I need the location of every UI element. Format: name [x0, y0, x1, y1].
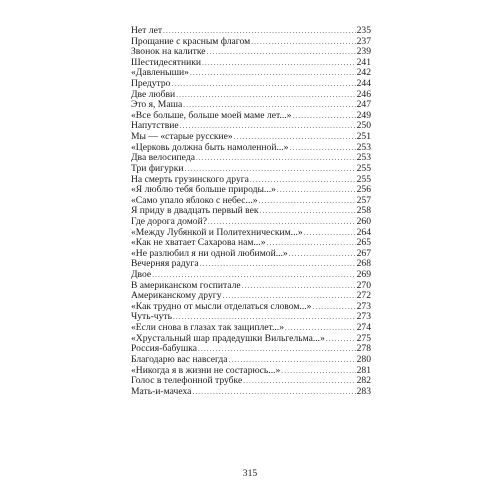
toc-entry-title: Предутро	[131, 78, 171, 90]
toc-entry-page: 269	[356, 269, 371, 281]
toc-entry-title: Благодарю вас навсегда	[131, 353, 228, 365]
toc-entry-page: 253	[356, 141, 371, 153]
toc-entry-page: 282	[356, 375, 371, 387]
dot-leader	[281, 366, 355, 377]
toc-entry-page: 283	[356, 385, 371, 397]
toc-entry-page: 257	[356, 194, 371, 206]
dot-leader	[229, 355, 356, 366]
dot-leader	[277, 185, 356, 196]
toc-entry-title: «Никогда я в жизни не состарюсь...»	[131, 364, 281, 376]
dot-leader	[200, 259, 356, 270]
toc-entry-title: Я приду в двадцать первый век	[131, 205, 259, 217]
toc-entry-page: 267	[356, 247, 371, 259]
toc-entry-page: 253	[356, 152, 371, 164]
toc-entry-title: «Церковь должна быть намоленной...»	[131, 141, 289, 153]
toc-entry-title: «Я люблю тебя больше природы...»	[131, 184, 276, 196]
toc-entry-title: Две любви	[131, 88, 176, 100]
dot-leader	[260, 206, 356, 217]
toc-entry-title: Чуть-чуть	[131, 311, 172, 323]
toc-entry-page: 280	[356, 353, 371, 365]
toc-entry	[131, 164, 371, 175]
dot-leader	[304, 228, 356, 239]
toc-entry-title: «Хрустальный шар прадедушки Вильгельма...»	[131, 332, 325, 344]
toc-entry-title: В американском госпитале	[131, 279, 241, 291]
dot-leader	[171, 79, 355, 90]
toc-entry-title: «Все больше, больше моей маме лет...»	[131, 109, 292, 121]
toc-entry-page: 244	[356, 78, 371, 90]
dot-leader	[289, 249, 356, 260]
toc-entry-page: 260	[356, 215, 371, 227]
toc-entry-title: Где дорога домой?	[131, 215, 207, 227]
toc-entry	[131, 259, 371, 270]
toc-entry-page: 235	[356, 25, 371, 36]
dot-leader	[202, 58, 356, 69]
toc-entry-title: «Если снова в глазах так защиплет...»	[131, 322, 284, 334]
dot-leader	[242, 281, 356, 292]
toc-entry-title: Это я, Маша	[131, 99, 183, 111]
dot-leader	[326, 334, 356, 345]
toc-entry-page: 268	[356, 258, 371, 270]
toc-entry-page: 273	[356, 311, 371, 323]
toc-entry-title: «Не разлюбил я ни одной любимой...»	[131, 247, 288, 259]
toc-entry-title: Мать-и-мачеха	[131, 385, 192, 397]
dot-leader	[208, 217, 356, 228]
toc-entry-title: «Само упало яблоко с небес...»	[131, 194, 258, 206]
toc-entry-page: 265	[356, 237, 371, 249]
dot-leader	[289, 143, 355, 154]
toc-entry-page: 273	[356, 300, 371, 312]
toc-entry-title: Нет лет	[131, 25, 163, 36]
toc-entry-page: 255	[356, 162, 371, 174]
dot-leader	[312, 302, 355, 313]
toc-entry-title: Вечерняя радуга	[131, 258, 199, 270]
toc-entry-page: 247	[356, 99, 371, 111]
toc-entry-title: Двое	[131, 269, 152, 281]
table-of-contents	[131, 26, 371, 397]
toc-entry	[131, 387, 371, 398]
toc-entry-page: 239	[356, 46, 371, 58]
toc-entry-page: 249	[356, 109, 371, 121]
toc-entry-page: 250	[356, 120, 371, 132]
toc-entry-title: Звонок на калитке	[131, 46, 206, 58]
dot-leader	[176, 90, 355, 101]
toc-entry-page: 278	[356, 343, 371, 355]
toc-entry-page: 251	[356, 131, 371, 143]
toc-entry-page: 272	[356, 290, 371, 302]
toc-entry-title: Прощание с красным флагом	[131, 35, 251, 47]
toc-entry-page: 281	[356, 364, 371, 376]
toc-entry-page: 270	[356, 279, 371, 291]
toc-entry-title: Голос в телефонной трубке	[131, 375, 243, 387]
dot-leader	[207, 47, 356, 58]
dot-leader	[192, 387, 355, 398]
toc-entry-page: 274	[356, 322, 371, 334]
toc-entry-page: 241	[356, 56, 371, 68]
toc-entry-title: Напутствие	[131, 120, 179, 132]
dot-leader	[196, 153, 356, 164]
toc-entry-page: 255	[356, 173, 371, 185]
dot-leader	[185, 164, 356, 175]
toc-entry-page: 275	[356, 332, 371, 344]
toc-entry-title: Мы — «старые русские»	[131, 131, 233, 143]
toc-entry-page: 256	[356, 184, 371, 196]
toc-entry-page: 264	[356, 226, 371, 238]
toc-entry-title: На смерть грузинского друга	[131, 173, 249, 185]
toc-entry-page: 246	[356, 88, 371, 100]
dot-leader	[190, 68, 356, 79]
toc-entry-title: «Давленыши»	[131, 67, 189, 79]
toc-entry-title: «Как не хватает Сахарова нам...»	[131, 237, 266, 249]
toc-entry	[131, 355, 371, 366]
toc-entry-page: 237	[356, 35, 371, 47]
toc-entry-title: Два велосипеда	[131, 152, 195, 164]
toc-entry-title: «Как трудно от мысли отделаться словом...»	[131, 300, 312, 312]
toc-entry	[131, 217, 371, 228]
toc-entry-title: Три фигурки	[131, 162, 184, 174]
page-number: 315	[242, 468, 258, 479]
toc-entry-title: Шестидесятники	[131, 56, 202, 68]
dot-leader	[259, 196, 356, 207]
dot-leader	[292, 111, 355, 122]
toc-entry-title: Россия-бабушка	[131, 343, 198, 355]
toc-entry-page: 242	[356, 67, 371, 79]
toc-entry-title: Американскому другу	[131, 290, 222, 302]
dot-leader	[251, 37, 355, 48]
dot-leader	[243, 376, 355, 387]
toc-entry-title: «Между Лубянкой и Политехническим...»	[131, 226, 303, 238]
toc-entry-page: 258	[356, 205, 371, 217]
